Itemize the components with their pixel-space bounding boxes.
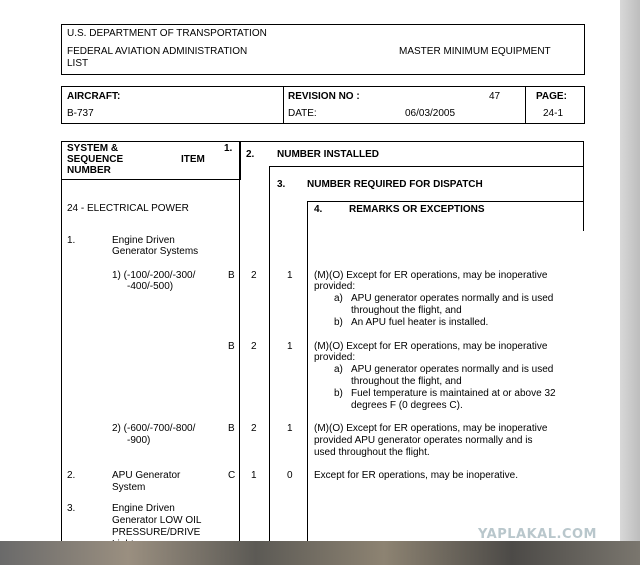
divider (525, 86, 526, 123)
divider (307, 201, 308, 541)
remarks-text: (M)(O) Except for ER operations, may be inoperative (314, 341, 548, 352)
watermark: YAPLAKAL.COM (478, 527, 597, 542)
remarks-text: provided: (314, 281, 356, 292)
remarks-marker: b) (334, 388, 343, 399)
item-name: PRESSURE/DRIVE (112, 527, 201, 538)
remarks-text: Fuel temperature is maintained at or above 32 (351, 388, 556, 399)
col2-number: 2. (246, 149, 255, 160)
repair-category: B (228, 270, 235, 281)
col3-number: 3. (277, 179, 286, 190)
col4-number: 4. (314, 204, 323, 215)
remarks-marker: b) (334, 317, 343, 328)
divider (269, 166, 584, 167)
remarks-text: APU generator operates normally and is used (351, 293, 554, 304)
number-required: 0 (287, 470, 293, 481)
date-label: DATE: (288, 108, 317, 119)
page-label: PAGE: (536, 91, 567, 102)
remarks-text: degrees F (0 degrees C). (351, 400, 463, 411)
item-number: 2. (67, 470, 76, 481)
remarks-text: used throughout the flight. (314, 447, 430, 458)
number-installed: 2 (251, 270, 257, 281)
col4-header: REMARKS OR EXCEPTIONS (349, 204, 485, 215)
col2-header: NUMBER INSTALLED (277, 149, 380, 160)
item-name: APU Generator (112, 470, 181, 481)
aircraft-value: B-737 (67, 108, 94, 119)
repair-category: C (228, 470, 236, 481)
system-header-2: SEQUENCE (67, 154, 124, 165)
date-value: 06/03/2005 (405, 108, 456, 119)
divider (269, 166, 270, 541)
dept-title: U.S. DEPARTMENT OF TRANSPORTATION (67, 28, 267, 39)
col1-number: 1. (224, 143, 233, 154)
divider (239, 141, 240, 541)
mmel-title: MASTER MINIMUM EQUIPMENT (399, 46, 551, 57)
remarks-text: (M)(O) Except for ER operations, may be inoperative (314, 270, 548, 281)
revision-value: 47 (489, 91, 501, 102)
remarks-marker: a) (334, 364, 343, 375)
number-installed: 2 (251, 423, 257, 434)
item-name: Engine Driven (112, 235, 175, 246)
remarks-marker: a) (334, 293, 343, 304)
background-photo-strip (0, 541, 640, 565)
item-number: 3. (67, 503, 76, 514)
item-name: Generator LOW OIL (112, 515, 202, 526)
divider (583, 166, 584, 201)
sub-item-name: -400/-500) (127, 281, 174, 292)
item-name: Engine Driven (112, 503, 175, 514)
faa-title: FEDERAL AVIATION ADMINISTRATION (67, 46, 248, 57)
repair-category: B (228, 423, 235, 434)
mmel-title-cont: LIST (67, 58, 89, 69)
remarks-text: provided: (314, 352, 356, 363)
repair-category: B (228, 341, 235, 352)
remarks-text: throughout the flight, and (351, 376, 462, 387)
divider (583, 201, 584, 231)
remarks-text: Except for ER operations, may be inoperative. (314, 470, 518, 481)
divider (61, 141, 62, 541)
section-title: 24 - ELECTRICAL POWER (67, 203, 189, 214)
sub-item-name: -900) (127, 435, 151, 446)
aircraft-label: AIRCRAFT: (67, 91, 121, 102)
item-number: 1. (67, 235, 76, 246)
viewer-background (620, 0, 640, 565)
number-required: 1 (287, 270, 293, 281)
item-header: ITEM (181, 154, 205, 165)
col3-header: NUMBER REQUIRED FOR DISPATCH (307, 179, 483, 190)
remarks-text: (M)(O) Except for ER operations, may be inoperative (314, 423, 548, 434)
item-name: System (112, 482, 146, 493)
number-installed: 1 (251, 470, 257, 481)
system-header-1: SYSTEM & (67, 143, 119, 154)
divider (307, 201, 584, 202)
remarks-text: An APU fuel heater is installed. (351, 317, 489, 328)
divider (239, 141, 584, 142)
number-required: 1 (287, 423, 293, 434)
number-required: 1 (287, 341, 293, 352)
remarks-text: provided APU generator operates normally and is (314, 435, 533, 446)
sub-item-name: 1) (-100/-200/-300/ (112, 270, 196, 281)
system-header-3: NUMBER (67, 165, 111, 176)
remarks-text: APU generator operates normally and is used (351, 364, 554, 375)
item-name: Generator Systems (112, 246, 199, 257)
number-installed: 2 (251, 341, 257, 352)
divider (283, 86, 284, 123)
revision-label: REVISION NO : (288, 91, 360, 102)
remarks-text: throughout the flight, and (351, 305, 462, 316)
page-value: 24-1 (543, 108, 564, 119)
divider (583, 141, 584, 166)
sub-item-name: 2) (-600/-700/-800/ (112, 423, 196, 434)
